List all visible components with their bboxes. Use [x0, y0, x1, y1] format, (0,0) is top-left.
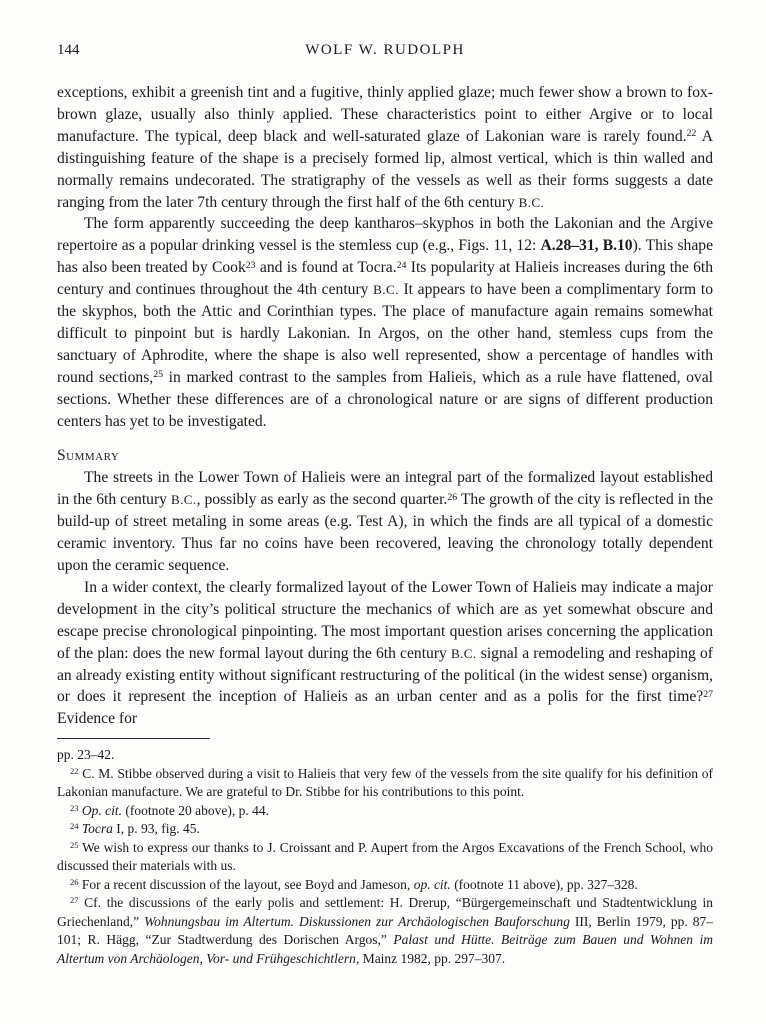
text-segment: A distinguishing feature of the shape is a precisely formed lip, almost vertical, which is thin walled and normally remains undecorated. The stratigraphy of the vessels as well as their forms suggests a date ranging from the later 7th century through the first half of the 6th century — [57, 127, 713, 211]
text-segment: , Mainz 1982, pp. 297–307. — [355, 950, 506, 966]
text-segment: The streets in the Lower Town of Halieis were an integral part of the formalized layout established in the 6th century — [57, 469, 713, 509]
text-segment: It appears to have been a complimentary form to the skyphos, both the Attic and Corinthian types. The place of manufacture again remains somewhat difficult to pinpoint but is hardly Lakonian. In Argos, on the other hand, stemless cups from the sanctuary of Aphrodite, where the shape is also well represented, show a percentage of handles with round sections, — [57, 281, 714, 386]
text-segment: Cf. the discussions of the early polis and settlement: H. Drerup, “Bürgergemeinschaft und Stadtentwicklung in Griechenland,” — [57, 895, 713, 929]
footnote-ref: 23 — [70, 802, 79, 813]
text-segment: Its popularity at Halieis increases during the 6th century and continues throughout the 4th century — [57, 259, 713, 299]
text-segment: pp. 23–42. — [57, 747, 115, 763]
text-segment: We wish to express our thanks to J. Croissant and P. Aupert from the Argos Excavations of the French School, who discussed their materials with us. — [57, 839, 713, 874]
text-segment: The form apparently succeeding the deep kantharos–skyphos in both the Lakonian and the Argive repertoire as a popular drinking vessel is the stemless cup (e.g., Figs. 11, 12: — [57, 215, 713, 255]
text-segment: I, p. 93, fig. 45. — [112, 821, 200, 837]
text-segment: III, Berlin 1979, pp. 87–101; R. Hägg, “Zur Stadtwerdung des Dorischen Argos,” — [57, 913, 714, 948]
footnotes — [57, 746, 713, 968]
body-paragraph — [57, 213, 713, 432]
footnote-ref: 27 — [70, 895, 79, 906]
footnote — [57, 802, 713, 821]
text-segment: op. cit. — [413, 876, 451, 892]
text-segment: Palast und Hütte. Beiträge zum Bauen und Wohnen im Altertum von Archäologen, Vor- und Frühgeschichtlern — [57, 932, 713, 966]
text-segment: , possibly as early as the second quarter. — [196, 491, 448, 509]
text-segment: The growth of the city is reflected in the build-up of street metaling in some areas (e.g. Test A), in which the finds are all typical of a domestic ceramic inventory. Thus far no coins have been recovered, leaving the chronology totally dependent upon the ceramic sequence. — [57, 491, 714, 575]
text-segment: B.C. — [451, 645, 477, 661]
text-segment: For a recent discussion of the layout, see Boyd and Jameson, — [78, 876, 414, 892]
text-segment: exceptions, exhibit a greenish tint and a fugitive, thinly applied glaze; much fewer show a brown to fox-brown glaze, usually also thinly applied. These characteristics point to either Argive or to local manufacture. The typical, deep black and well-saturated glaze of Lakonian ware is rarely found. — [57, 84, 713, 145]
footnote-ref: 24 — [70, 821, 79, 832]
footnote-ref: 25 — [70, 839, 79, 850]
running-head: WOLF W. RUDOLPH — [305, 42, 465, 58]
text-segment: B.C. — [518, 194, 545, 210]
text-segment: Tocra — [81, 821, 113, 837]
body-paragraph — [57, 82, 713, 213]
footnote — [57, 876, 713, 895]
text-segment: (footnote 20 above), p. 44. — [122, 802, 269, 818]
text-segment: Op. cit. — [81, 802, 122, 818]
footnote-ref: 26 — [447, 491, 458, 503]
text-segment: signal a remodeling and reshaping of an already existing entity without significant restructuring of the political (in the widest sense) organism, or does it represent the inception of Halieis as an urban center and as a polis for the first time? — [57, 644, 713, 706]
text-segment: (footnote 11 above), pp. 327–328. — [450, 876, 638, 892]
body-paragraph — [57, 577, 713, 730]
footnote-separator — [57, 738, 210, 739]
text-segment: C. M. Stibbe observed during a visit to Halieis that very few of the vessels from the site qualify for his definition of Lakonian manufacture. We are grateful to Dr. Stibbe for his contributions to this point. — [57, 765, 713, 800]
footnote-ref: 25 — [153, 369, 163, 381]
footnote-ref: 23 — [245, 259, 256, 271]
text-segment: in marked contrast to the samples from Halieis, which as a rule have flattened, oval sections. Whether these differences are of a chronological nature or are signs of different production centers has yet to be investigated. — [57, 368, 713, 430]
footnote-ref: 27 — [703, 688, 713, 700]
text-segment: Wohnungsbau im Altertum. Diskussionen zur Archäologischen Bauforschung — [144, 913, 570, 929]
page-header — [57, 42, 713, 62]
text-segment: Evidence for — [57, 710, 138, 728]
footnote — [57, 820, 713, 839]
footnote-ref: 22 — [686, 128, 697, 140]
text-segment: In a wider context, the clearly formalized layout of the Lower Town of Halieis may indicate a major development in the city’s political structure the mechanics of which are as yet somewhat obscure and escape precise chronological pinpointing. The most important question arises concerning the application of the plan: does the new formal layout during the 6th century — [57, 578, 713, 662]
text-segment: B.C. — [373, 282, 399, 298]
text-segment: and is found at Tocra. — [255, 259, 397, 277]
text-segment: ). This shape has also been treated by Cook — [57, 237, 713, 277]
page-number: 144 — [57, 42, 80, 58]
footnote — [57, 894, 713, 968]
section-heading-summary: Summary — [57, 446, 120, 464]
footnote-ref: 22 — [70, 765, 79, 776]
footnote — [57, 765, 713, 802]
footnote-ref: 24 — [396, 259, 407, 271]
footnote — [57, 839, 713, 876]
footnote-ref: 26 — [70, 876, 79, 887]
article-body — [57, 82, 713, 730]
footnote — [57, 746, 713, 765]
body-paragraph — [57, 467, 713, 577]
text-segment: B.C. — [170, 492, 197, 508]
text-segment: A.28–31, B.10 — [540, 237, 633, 255]
